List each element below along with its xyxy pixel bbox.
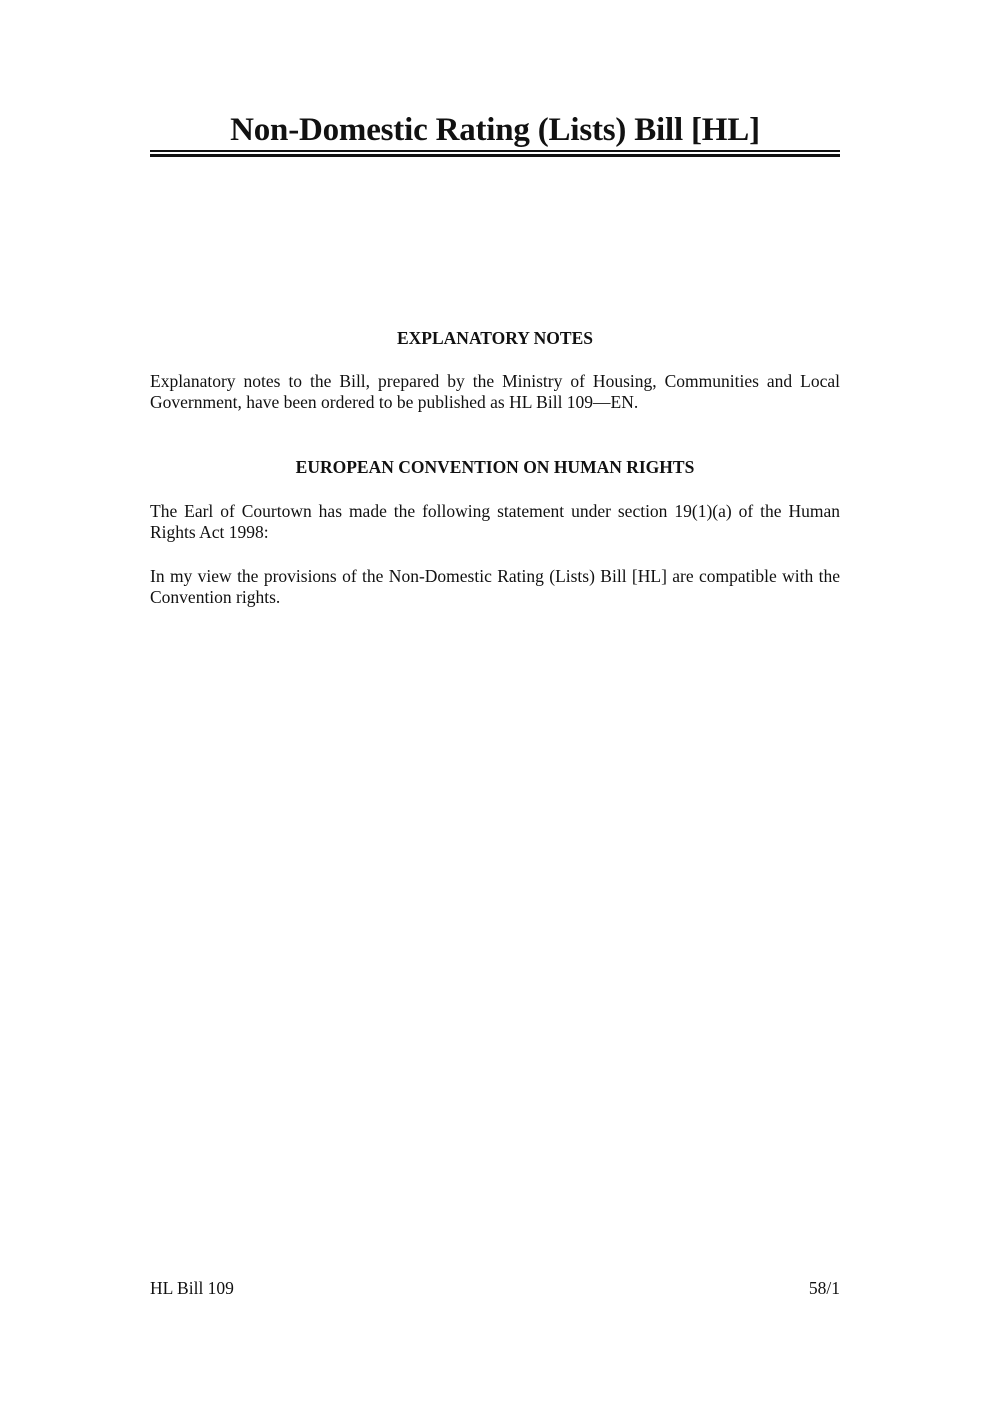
page-number: 58/1 [808, 1278, 840, 1298]
section-heading: EXPLANATORY NOTES [397, 328, 593, 348]
bill-reference: HL Bill 109 [150, 1278, 234, 1298]
title-rule-thin [150, 150, 840, 152]
document-title: Non-Domestic Rating (Lists) Bill [HL] [230, 112, 760, 148]
paragraph: In my view the provisions of the Non-Domestic Rating (Lists) Bill [HL] are compatible with the Convention rights. [150, 566, 840, 607]
section-heading: EUROPEAN CONVENTION ON HUMAN RIGHTS [295, 457, 695, 477]
title-rule-thick [150, 154, 840, 157]
paragraph: The Earl of Courtown has made the following statement under section 19(1)(a) of the Human Rights Act 1998: [150, 501, 840, 542]
paragraph: Explanatory notes to the Bill, prepared by the Ministry of Housing, Communities and Local Government, have been ordered to be published as HL Bill 109—EN. [150, 371, 840, 412]
page-footer [150, 1278, 840, 1299]
